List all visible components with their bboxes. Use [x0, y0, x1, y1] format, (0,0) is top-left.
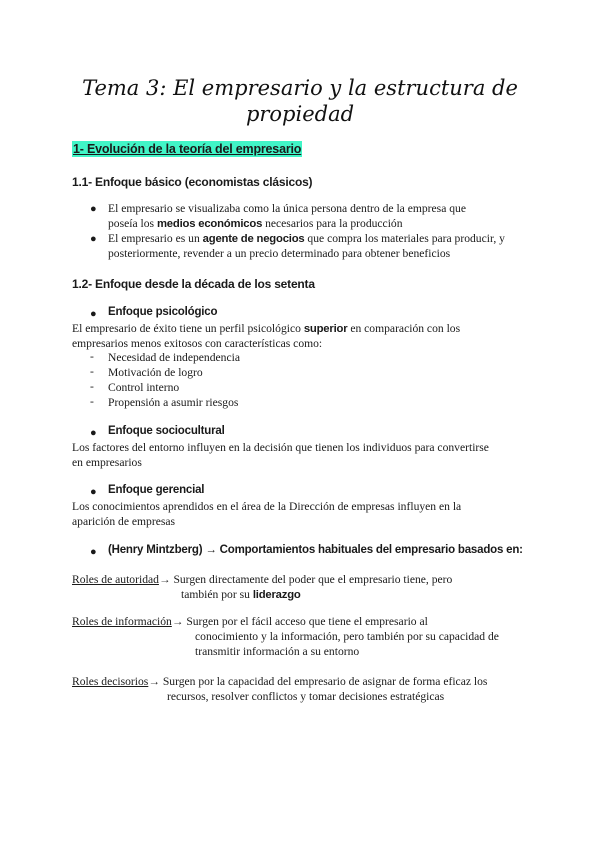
list-item: Motivación de logro	[108, 366, 203, 379]
page-title-line-1: Tema 3: El empresario y la estructura de	[82, 76, 518, 100]
arrow-icon: →	[148, 675, 160, 688]
bullet-icon: ●	[90, 546, 97, 558]
approach-heading-sociocultural: Enfoque sociocultural	[108, 425, 225, 437]
section-heading: 1- Evolución de la teoría del empresario	[73, 142, 302, 156]
paragraph-continuation: empresarios menos exitosos con características como:	[72, 337, 323, 350]
subsection-heading-1-2: 1.2- Enfoque desde la década de los setenta	[72, 277, 315, 291]
role-autoridad-line-2: también por su liderazgo	[181, 588, 301, 601]
bold-term: agente de negocios	[202, 233, 305, 245]
role-informacion-line-3: transmitir información a su entorno	[195, 645, 360, 658]
bullet-icon: ●	[90, 486, 97, 498]
bullet-text: El empresario es un agente de negocios que compra los materiales para producir, y	[108, 232, 505, 245]
bold-term: medios económicos	[156, 218, 263, 230]
bullet-text-continuation: poseía los medios económicos necesarios para la producción	[108, 217, 403, 230]
bullet-icon: ●	[90, 427, 97, 439]
role-autoridad-line-1: Roles de autoridad→ Surgen directamente del poder que el empresario tiene, pero	[72, 573, 453, 586]
approach-heading-psicologico: Enfoque psicológico	[108, 306, 218, 318]
role-label: Roles de autoridad	[72, 573, 159, 586]
paragraph-continuation: aparición de empresas	[72, 515, 176, 528]
role-decisorios-line-2: recursos, resolver conflictos y tomar decisiones estratégicas	[167, 690, 445, 703]
dash-marker: -	[90, 380, 94, 393]
list-item: Control interno	[108, 381, 180, 394]
role-decisorios-line-1: Roles decisorios→ Surgen por la capacidad del empresario de asignar de forma eficaz los	[72, 675, 488, 688]
paragraph: Los factores del entorno influyen en la decisión que tienen los individuos para convertirse	[72, 441, 489, 454]
bullet-icon: ●	[90, 203, 97, 215]
role-informacion-line-1: Roles de información→ Surgen por el fácil acceso que tiene el empresario al	[72, 615, 428, 628]
paragraph: El empresario de éxito tiene un perfil psicológico superior en comparación con los	[72, 322, 461, 335]
dash-marker: -	[90, 395, 94, 408]
arrow-icon: →	[158, 573, 171, 586]
dash-marker: -	[90, 350, 94, 363]
paragraph-continuation: en empresarios	[72, 456, 142, 469]
bold-term: superior	[303, 323, 348, 335]
bullet-text: El empresario se visualizaba como la única persona dentro de la empresa que	[108, 202, 466, 215]
role-informacion-line-2: conocimiento y la información, pero también por su capacidad de	[195, 630, 499, 643]
bullet-text-continuation: posteriormente, revender a un precio determinado para obtener beneficios	[108, 247, 451, 260]
dash-marker: -	[90, 365, 94, 378]
mintzberg-heading: (Henry Mintzberg) → Comportamientos habituales del empresario basados en:	[108, 544, 523, 556]
list-item: Propensión a asumir riesgos	[108, 396, 239, 409]
role-label: Roles decisorios	[72, 675, 149, 688]
paragraph: Los conocimientos aprendidos en el área de la Dirección de empresas influyen en la	[72, 500, 462, 513]
page-title-line-2: propiedad	[245, 102, 355, 126]
arrow-icon: →	[171, 615, 184, 628]
approach-heading-gerencial: Enfoque gerencial	[108, 484, 205, 496]
subsection-heading-1-1: 1.1- Enfoque básico (economistas clásicos)	[72, 175, 313, 189]
bold-term: liderazgo	[252, 589, 301, 601]
bullet-icon: ●	[90, 308, 97, 320]
bullet-icon: ●	[90, 233, 97, 245]
role-label: Roles de información	[72, 615, 172, 628]
list-item: Necesidad de independencia	[108, 351, 240, 364]
